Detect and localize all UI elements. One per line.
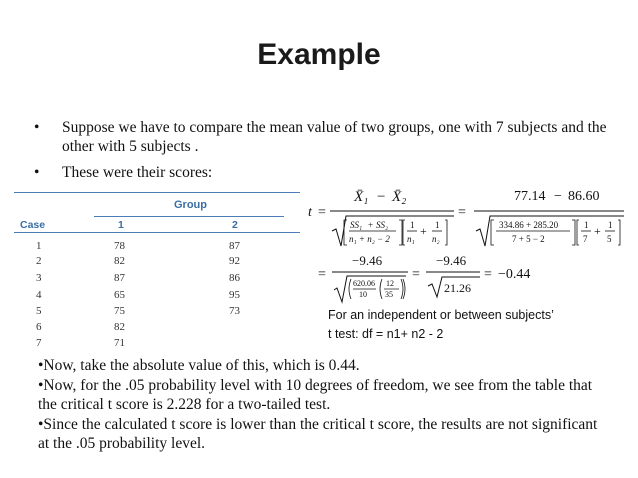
scores-table xyxy=(14,192,300,352)
bullet-marker: • xyxy=(34,119,40,136)
slide-title: Example xyxy=(257,38,381,71)
equals-sign: = xyxy=(318,267,326,282)
group2-cell: 86 xyxy=(229,272,240,284)
case-cell: 4 xyxy=(36,289,42,301)
conclusion-line: •Now, take the absolute value of this, which is 0.44. xyxy=(38,357,360,374)
group2-cell: 87 xyxy=(229,240,240,252)
mean-value-2: 86.60 xyxy=(568,189,600,204)
table-top-rule xyxy=(14,192,300,193)
group1-cell: 87 xyxy=(114,272,125,284)
group-rule xyxy=(94,216,284,217)
mean-value-1: 77.14 xyxy=(514,189,546,204)
equals-sign: = xyxy=(458,205,466,220)
plus-sign: + xyxy=(368,220,374,230)
ss-sum: 334.86 + 285.20 xyxy=(499,220,559,230)
group2-cell: 73 xyxy=(229,305,240,317)
column-header-group-2: 2 xyxy=(232,219,238,231)
mean-difference: −9.46 xyxy=(436,253,467,268)
note-line: t test: df = n1+ n2 - 2 xyxy=(328,327,444,341)
mean-x1: X̄₁ xyxy=(354,189,369,205)
ss2: SS₂ xyxy=(376,220,389,230)
table-row xyxy=(14,272,300,286)
twelve: 12 xyxy=(386,279,394,288)
case-cell: 3 xyxy=(36,272,42,284)
group1-cell: 65 xyxy=(114,289,125,301)
t-test-formula xyxy=(306,178,630,304)
plus-sign: + xyxy=(420,224,427,238)
n2-value: 5 xyxy=(607,234,612,244)
one: 1 xyxy=(584,220,589,230)
bullet-item xyxy=(30,118,610,156)
conclusion-text xyxy=(38,356,608,454)
n1: n₁ xyxy=(407,234,415,244)
column-header-group-1: 1 xyxy=(118,219,124,231)
minus-sign: − xyxy=(554,189,562,204)
df-value: 7 + 5 − 2 xyxy=(512,234,545,244)
df-expression: n₁ + n₂ − 2 xyxy=(349,234,390,244)
equals-sign: = xyxy=(318,205,326,220)
group1-cell: 75 xyxy=(114,305,125,317)
minus-sign: − xyxy=(377,189,386,205)
df-note xyxy=(328,306,554,344)
bullet-text: These were their scores: xyxy=(62,164,213,181)
equals-sign: = xyxy=(412,267,420,282)
n1-value: 7 xyxy=(583,234,588,244)
table-row xyxy=(14,305,300,319)
t-symbol: t xyxy=(308,205,312,220)
group2-cell: 92 xyxy=(229,255,240,267)
table-row xyxy=(14,240,300,254)
case-cell: 7 xyxy=(36,337,42,349)
equals-sign: = xyxy=(484,267,492,282)
group1-cell: 71 xyxy=(114,337,125,349)
table-row xyxy=(14,255,300,269)
mean-difference: −9.46 xyxy=(352,253,383,268)
plus-sign: + xyxy=(594,224,601,238)
t-result: −0.44 xyxy=(498,267,531,282)
ss1: SS₁ xyxy=(350,220,363,230)
conclusion-line: •Since the calculated t score is lower than the critical t score, the results are not significant at the .05 probability level. xyxy=(38,415,598,452)
table-row xyxy=(14,337,300,351)
header-rule xyxy=(14,232,300,233)
table-row xyxy=(14,289,300,303)
pooled-ss: 620.06 xyxy=(353,279,375,288)
case-cell: 2 xyxy=(36,255,42,267)
df-ten: 10 xyxy=(359,290,367,299)
one: 1 xyxy=(608,220,613,230)
case-cell: 6 xyxy=(36,321,42,333)
n2: n₂ xyxy=(432,234,440,244)
bullet-text: Suppose we have to compare the mean value of two groups, one with 7 subjects and the other with 5 subjects . xyxy=(62,119,607,155)
group2-cell: 95 xyxy=(229,289,240,301)
one: 1 xyxy=(435,220,440,230)
conclusion-line: •Now, for the .05 probability level with 10 degrees of freedom, we see from the table that the critical t score is 2.228 for a two-tailed test. xyxy=(38,376,593,413)
thirty-five: 35 xyxy=(385,290,393,299)
group-header: Group xyxy=(174,199,207,211)
group1-cell: 82 xyxy=(114,255,125,267)
column-header-case: Case xyxy=(20,219,46,231)
one: 1 xyxy=(410,220,415,230)
case-cell: 1 xyxy=(36,240,42,252)
group1-cell: 78 xyxy=(114,240,125,252)
group1-cell: 82 xyxy=(114,321,125,333)
table-row xyxy=(14,321,300,335)
bullet-marker: • xyxy=(34,164,40,181)
mean-x2: X̄₂ xyxy=(392,189,407,205)
sqrt-value: 21.26 xyxy=(444,281,471,295)
note-line: For an independent or between subjects’ xyxy=(328,308,554,322)
case-cell: 5 xyxy=(36,305,42,317)
